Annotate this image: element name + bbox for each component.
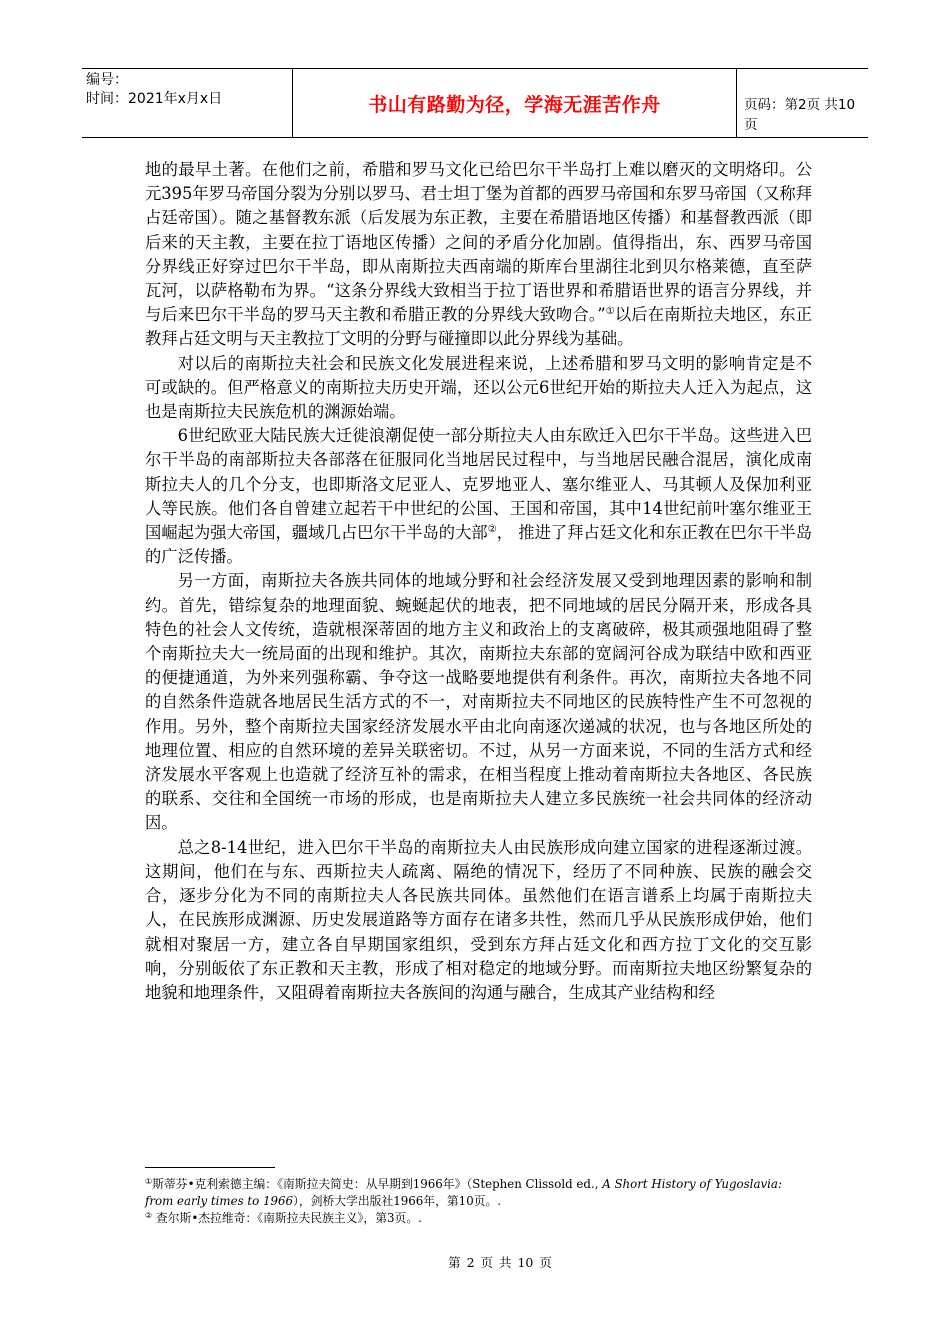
footnote-text: 斯蒂芬•克利索德主编：《南斯拉夫简史：从早期到1966年》（Stephen Clissold ed., (152, 1177, 603, 1191)
paragraph-4: 另一方面，南斯拉夫各族共同体的地域分野和社会经济发展又受到地理因素的影响和制约。首先，错综复杂的地理面貌、蜿蜒起伏的地表，把不同地域的居民分隔开来，形成各具特色的社会人文传统，造就根深蒂固的地方主义和政治上的支离破碎，极其顽强地阻碍了整个南斯拉夫大一统局面的出现和维护。其次，南斯拉夫东部的宽阔河谷成为联结中欧和西亚的便捷通道，为外来列强称霸、争夺这一战略要地提供有利条件。再次，南斯拉夫各地不同的自然条件造就各地居民生活方式的不一，对南斯拉夫不同地区的民族特性产生不可忽视的作用。另外，整个南斯拉夫国家经济发展水平由北向南逐次递减的状况，也与各地区所处的地理位置、相应的自然环境的差异关联密切。不过，从另一方面来说，不同的生活方式和经济发展水平客观上也造就了经济互补的需求，在相当程度上推动着南斯拉夫各地区、各民族的联系、交往和全国统一市场的形成，也是南斯拉夫人建立多民族统一社会共同体的经济动因。 (145, 571, 812, 833)
paragraph-2: 对以后的南斯拉夫社会和民族文化发展进程来说，上述希腊和罗马文明的影响肯定是不可或缺的。但严格意义的南斯拉夫历史开端，还以公元6世纪开始的斯拉夫人迁入为起点，这也是南斯拉夫民族危机的渊源始端。 (145, 353, 812, 422)
paragraph-text: 6世纪欧亚大陆民族大迁徙浪潮促使一部分斯拉夫人由东欧迁入巴尔干半岛。这些进入巴尔干半岛的南部斯拉夫各部落在征服同化当地居民过程中，与当地居民融合混居，演化成南斯拉夫人的几个分支，也即斯洛文尼亚人、克罗地亚人、塞尔维亚人、马其顿人及保加利亚人等民族。他们各自曾建立起若干中世纪的公国、王国和帝国，其中14世纪前叶塞尔维亚王国崛起为强大帝国，疆域几占巴尔干半岛的大部 (145, 426, 812, 543)
footnote-1 (145, 1176, 812, 1210)
page-footer: 第 2 页 共 10 页 (448, 1255, 552, 1270)
paragraph-text-tail: 以后在南斯拉夫地区，东正教拜占廷文明与天主教拉丁文明的分野与碰撞即以此分界线为基础。 (145, 305, 813, 349)
paragraph-text-tail: ， 推进了拜占廷文化和东正教在巴尔干半岛的广泛传播。 (145, 523, 812, 567)
footnote-ref-2[interactable]: ② (487, 524, 497, 536)
header-motto: 书山有路勤为径，学海无涯苦作舟 (292, 69, 737, 137)
footnote-separator (145, 1167, 275, 1168)
paragraph-text: 地的最早土著。在他们之前，希腊和罗马文化已给巴尔干半岛打上难以磨灭的文明烙印。公元395年罗马帝国分裂为分别以罗马、君士坦丁堡为首都的西罗马帝国和东罗马帝国（又称拜占廷帝国）。随之基督教东派（后发展为东正教，主要在希腊语地区传播）和基督教西派（即后来的天主教，主要在拉丁语地区传播）之间的矛盾分化加剧。值得指出，东、西罗马帝国分界线正好穿过巴尔干半岛，即从南斯拉夫西南端的斯库台里湖往北到贝尔格莱德，直至萨瓦河，以萨格勒布为界。“这条分界线大致相当于拉丁语世界和希腊语世界的语言分界线，并与后来巴尔干半岛的罗马天主教和希腊正教的分界线大致吻合。” (145, 160, 812, 325)
header-time-label: 时间：2021年x月x日 (86, 91, 223, 107)
header-code-label: 编号： (86, 72, 128, 88)
footnotes (145, 1176, 812, 1227)
header-meta (86, 71, 292, 109)
footnote-ref-1[interactable]: ① (605, 306, 615, 318)
footnote-mark: ② (145, 1211, 153, 1220)
document-body (145, 158, 812, 1005)
footnote-book-title: A Short History of Yugoslavia: from early times to 1966 (145, 1177, 782, 1208)
footnote-2 (145, 1210, 812, 1227)
paragraph-1 (145, 158, 812, 352)
header-page-info: 页码：第2页 共10页 (744, 97, 856, 133)
paragraph-5: 总之8-14世纪，进入巴尔干半岛的南斯拉夫人由民族形成向建立国家的进程逐渐过渡。这期间，他们在与东、西斯拉夫人疏离、隔绝的情况下，经历了不同种族、民族的融会交合，逐步分化为不同的南斯拉夫人各民族共同体。虽然他们在语言谱系上均属于南斯拉夫人，在民族形成渊源、历史发展道路等方面存在诸多共性，然而几乎从民族形成伊始，他们就相对聚居一方，建立各自早期国家组织，受到东方拜占廷文化和西方拉丁文化的交互影响，分别皈依了东正教和天主教，形成了相对稳定的地域分野。而南斯拉夫地区纷繁复杂的地貌和地理条件，又阻碍着南斯拉夫各族间的沟通与融合，生成其产业结构和经 (145, 837, 812, 1002)
footnote-text: 查尔斯•杰拉维奇：《南斯拉夫民族主义》，第3页。. (152, 1211, 422, 1225)
paragraph-3 (145, 424, 812, 569)
footnote-text-tail: ），剑桥大学出版社1966年，第10页。. (293, 1194, 502, 1208)
page-header (82, 68, 868, 138)
footnote-mark: ① (145, 1177, 153, 1186)
